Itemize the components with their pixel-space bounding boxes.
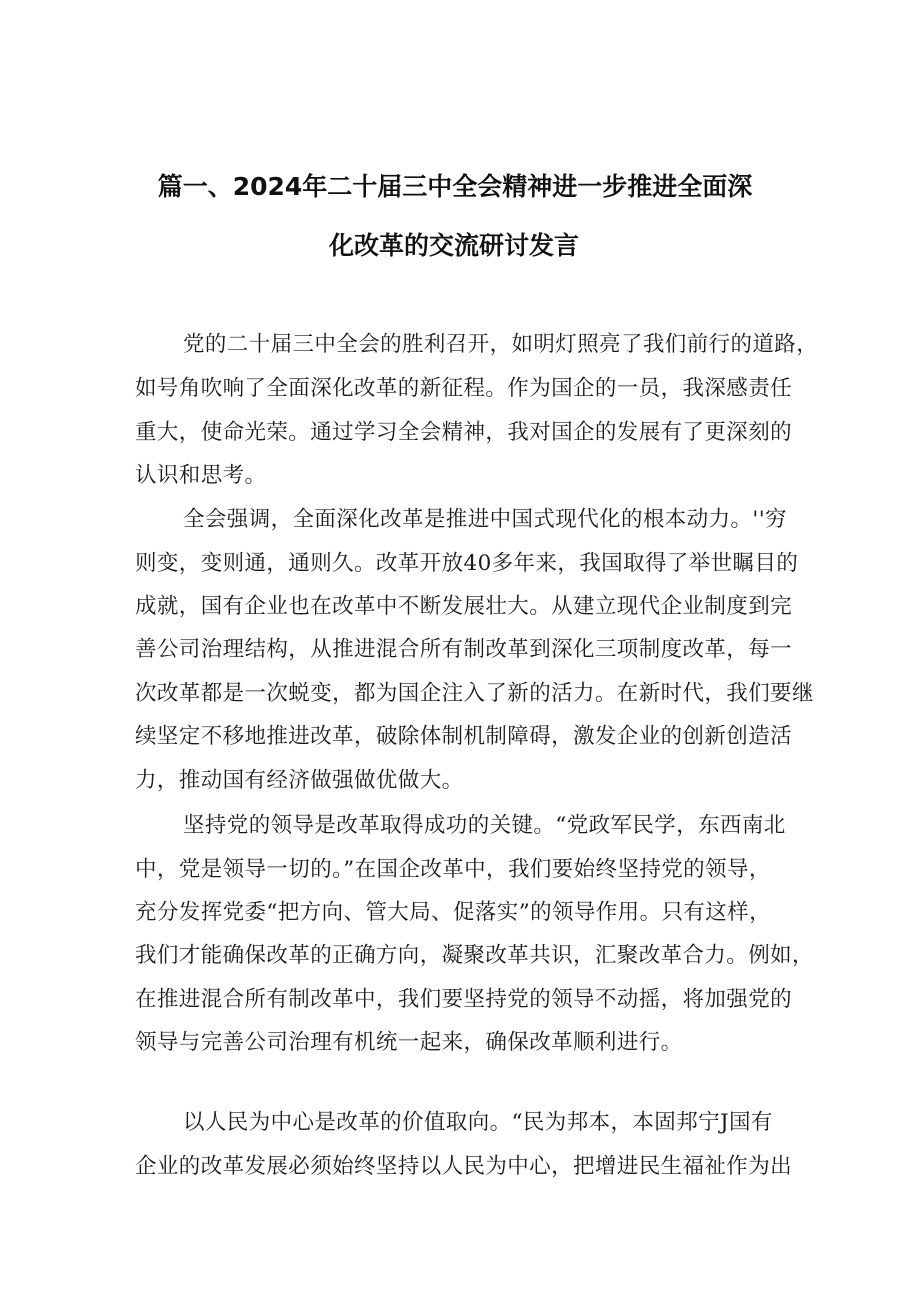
document-title-line-1: 篇一、2024年二十届三中全会精神进一步推进全面深 <box>157 172 753 201</box>
paragraph-line: 领导与完善公司治理有机统一起来，确保改革顺利进行。 <box>135 1030 683 1055</box>
paragraph-line: 中，党是领导一切的。”在国企改革中，我们要始终坚持党的领导， <box>135 857 771 882</box>
paragraph-line: 我们才能确保改革的正确方向，凝聚改革共识，汇聚改革合力。例如， <box>135 943 814 968</box>
paragraph-line: 党的二十届三中全会的胜利召开，如明灯照亮了我们前行的道路， <box>183 332 819 357</box>
paragraph-line: 则变，变则通，通则久。改革开放40多年来，我国取得了举世瞩目的 <box>135 551 799 576</box>
paragraph-line: 成就，国有企业也在改革中不断发展壮大。从建立现代企业制度到完 <box>135 594 793 619</box>
paragraph-line: 充分发挥党委“把方向、管大局、促落实”的领导作用。只有这样， <box>135 900 771 925</box>
paragraph-line: 认识和思考。 <box>135 463 267 488</box>
paragraph-line: 续坚定不移地推进改革，破除体制机制障碍，激发企业的创新创造活 <box>135 724 793 749</box>
paragraph-line: 善公司治理结构，从推进混合所有制改革到深化三项制度改革，每一 <box>135 637 793 662</box>
paragraph-line: 坚持党的领导是改革取得成功的关键。“党政军民学，东西南北 <box>183 813 786 838</box>
document-title-line-2: 化改革的交流研讨发言 <box>328 231 579 260</box>
paragraph-line: 全会强调，全面深化改革是推进中国式现代化的根本动力。''穷 <box>183 507 787 532</box>
paragraph-line: 重大，使命光荣。通过学习全会精神，我对国企的发展有了更深刻的 <box>135 420 793 445</box>
paragraph-line: 企业的改革发展必须始终坚持以人民为中心，把增进民生福祉作为出 <box>135 1154 793 1179</box>
paragraph-line: 如号角吹响了全面深化改革的新征程。作为国企的一员，我深感责任 <box>135 376 793 401</box>
paragraph-line: 在推进混合所有制改革中，我们要坚持党的领导不动摇，将加强党的 <box>135 987 793 1012</box>
paragraph-line: 以人民为中心是改革的价值取向。“民为邦本，本固邦宁J国有 <box>183 1110 773 1135</box>
paragraph-line: 力，推动国有经济做强做优做大。 <box>135 768 464 793</box>
paragraph-line: 次改革都是一次蜕变，都为国企注入了新的活力。在新时代，我们要继 <box>135 681 814 706</box>
